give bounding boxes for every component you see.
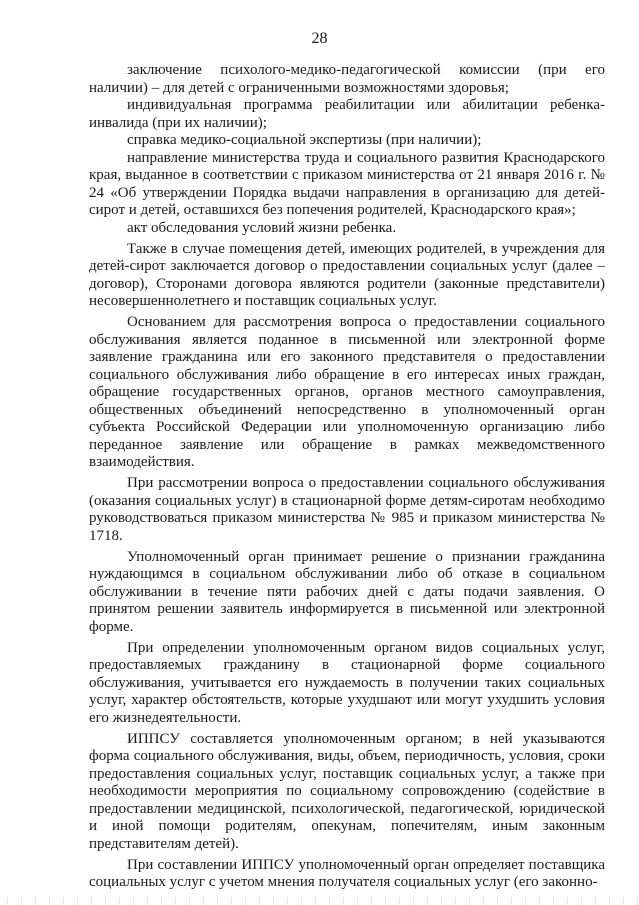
paragraph: Уполномоченный орган принимает решение о признании гражданина нуждающимся в социальном обслуживании либо об отказе в социальном обслуживании в течение пяти рабочих дней с даты подачи заявления. О принятом решении заявитель информируется в письменной или электронной форме. bbox=[89, 548, 605, 635]
paragraph: При составлении ИППСУ уполномоченный орган определяет поставщика социальных услуг с учетом мнения получателя социальных услуг (его законно- bbox=[89, 856, 605, 890]
scan-edge-artifact bbox=[0, 897, 639, 905]
paragraph: Также в случае помещения детей, имеющих родителей, в учреждения для детей-сирот заключается договор о предоставлении социальных услуг (далее – договор), Сторонами договора являются родители (законные представители) несовершеннолетнего и поставщик социальных услуг. bbox=[89, 240, 605, 309]
paragraph: акт обследования условий жизни ребенка. bbox=[127, 219, 397, 236]
paragraph: направление министерства труда и социального развития Краснодарского края, выданное в соответствии с приказом министерства от 21 января 2016 г. № 24 «Об утверждении Порядка выдачи направления в организацию для детей-сирот и детей, оставшихся без попечения родителей, Краснодарского края»; bbox=[89, 149, 605, 218]
paragraph: индивидуальная программа реабилитации или абилитации ребенка-инвалида (при их наличии); bbox=[89, 97, 605, 131]
page-number: 28 bbox=[311, 30, 328, 47]
paragraph: ИППСУ составляется уполномоченным органом; в ней указываются форма социального обслуживания, виды, объем, периодичность, условия, сроки предоставления социальных услуг, поставщик социальных услуг, а также при необходимости мероприятия по социальному сопровождению (содействие в предоставлении медицинской, психологической, педагогической, юридической и иной помощи родителям, опекунам, попечителям, иным законным представителям детей). bbox=[89, 730, 605, 852]
paragraph: При определении уполномоченным органом видов социальных услуг, предоставляемых гражданину в стационарной форме социального обслуживания, учитывается его нуждаемость в получении таких социальных услуг, характер обстоятельств, которые ухудшают или могут ухудшить условия его жизнедеятельности. bbox=[89, 639, 605, 726]
paragraph: Основанием для рассмотрения вопроса о предоставлении социального обслуживания является поданное в письменной или электронной форме заявление гражданина или его законного представителя о предоставлении социального обслуживания либо обращение в его интересах иных граждан, обращение государственных органов, органов местного самоуправления, общественных объединений непосредственно в уполномоченный орган субъекта Российской Федерации или уполномоченную организацию либо переданное заявление или обращение в рамках межведомственного взаимодействия. bbox=[89, 314, 605, 470]
paragraph: справка медико-социальной экспертизы (при наличии); bbox=[127, 132, 482, 148]
paragraph: При рассмотрении вопроса о предоставлении социального обслуживания (оказания социальных услуг) в стационарной форме детям-сиротам необходимо руководствоваться приказом министерства № 985 и приказом министерства № 1718. bbox=[89, 475, 605, 544]
paragraph: заключение психолого-медико-педагогической комиссии (при его наличии) – для детей с ограниченными возможностями здоровья; bbox=[89, 62, 605, 96]
document-body bbox=[89, 62, 605, 892]
